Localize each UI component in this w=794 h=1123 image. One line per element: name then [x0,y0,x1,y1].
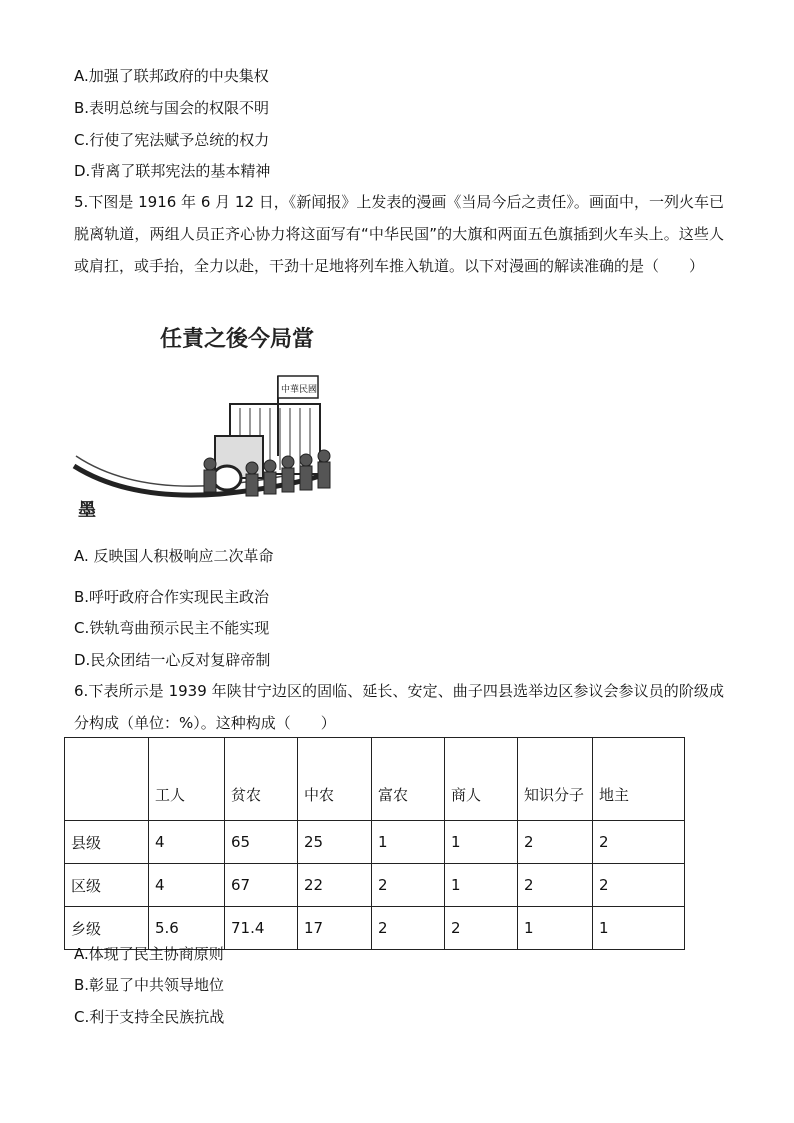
q4-option-a: A.加强了联邦政府的中央集权 [74,67,269,85]
table-cell: 乡级 [65,907,149,950]
table-header-cell: 富农 [372,738,445,821]
table-cell: 71.4 [225,907,298,950]
table-header-cell: 工人 [149,738,225,821]
q5-option-b: B.呼吁政府合作实现民主政治 [74,588,270,606]
table-header-cell: 商人 [445,738,518,821]
q6-stem: 6.下表所示是 1939 年陕甘宁边区的固临、延长、安定、曲子四县选举边区参议会参议员的阶级成分构成（单位：%）。这种构成（ ） [74,682,724,732]
table-cell: 25 [298,821,372,864]
q6-option-a: A.体现了民主协商原则 [74,945,224,963]
q6-option-c: C.利于支持全民族抗战 [74,1008,225,1026]
table-cell: 2 [372,864,445,907]
composition-table [64,737,685,950]
table-cell: 17 [298,907,372,950]
cartoon-image [70,316,346,530]
q5-stem: 5.下图是 1916 年 6 月 12 日，《新闻报》上发表的漫画《当局今后之责任》。画面中，一列火车已脱离轨道，两组人员正齐心协力将这面写有“中华民国”的大旗和两面五色旗插到火车头上。这些人或肩扛，或手抬，全力以赴，干劲十足地将列车推入轨道。以下对漫画的解读准确的是（ ） [74,193,724,275]
cartoon-signature: 墨 [78,500,96,521]
q5-option-c: C.铁轨弯曲预示民主不能实现 [74,619,270,637]
q6-option-b: B.彰显了中共领导地位 [74,976,225,994]
q4-option-c: C.行使了宪法赋予总统的权力 [74,131,270,149]
q4-option-d: D.背离了联邦宪法的基本精神 [74,162,271,180]
table-row [65,864,685,907]
table-header-cell [65,738,149,821]
table-cell: 2 [445,907,518,950]
table-header-row [65,738,685,821]
q5-option-d: D.民众团结一心反对复辟帝制 [74,651,271,669]
q5-option-a: A. 反映国人积极响应二次革命 [74,547,274,565]
table-row [65,821,685,864]
flag-label: 中華民國 [281,385,318,395]
table-cell: 65 [225,821,298,864]
cartoon-title: 任責之後今局當 [160,326,315,352]
table-cell: 2 [518,864,593,907]
table-header-cell: 中农 [298,738,372,821]
table-cell: 5.6 [149,907,225,950]
table-cell: 2 [593,864,685,907]
table-cell: 2 [372,907,445,950]
table-cell: 2 [518,821,593,864]
table-header-cell: 贫农 [225,738,298,821]
table-cell: 1 [445,864,518,907]
table-cell: 县级 [65,821,149,864]
table-cell: 4 [149,821,225,864]
table-cell: 4 [149,864,225,907]
q4-option-b: B.表明总统与国会的权限不明 [74,99,270,117]
table-cell: 2 [593,821,685,864]
table-cell: 区级 [65,864,149,907]
table-header-cell: 地主 [593,738,685,821]
table-cell: 1 [518,907,593,950]
table-cell: 22 [298,864,372,907]
table-cell: 1 [593,907,685,950]
table-cell: 1 [445,821,518,864]
table-cell: 1 [372,821,445,864]
table-cell: 67 [225,864,298,907]
table-header-cell: 知识分子 [518,738,593,821]
